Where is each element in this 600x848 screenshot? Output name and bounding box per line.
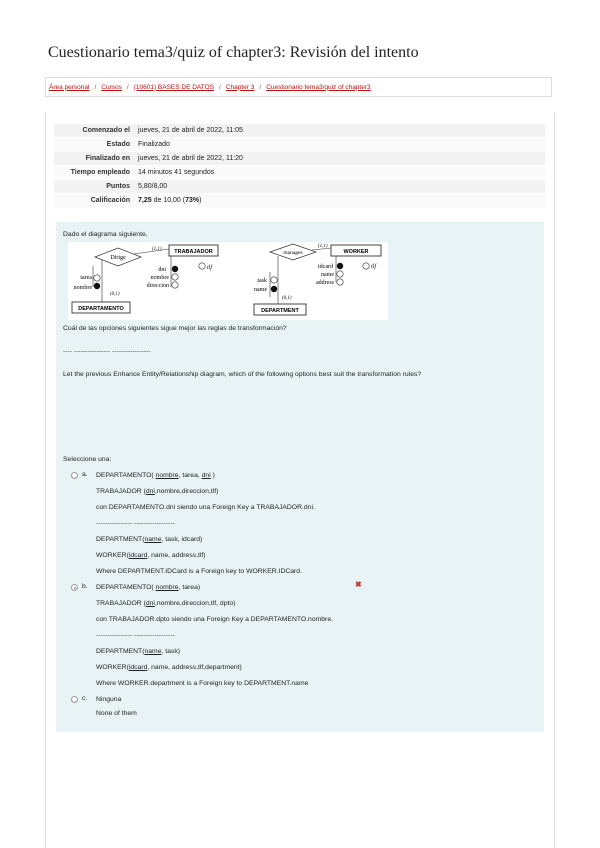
cardinality-label: (0,1) [282,296,292,301]
attribute-label: tlf [371,264,377,270]
attribute-circle [337,271,343,277]
question-box [56,222,544,732]
summary-row [54,152,545,166]
breadcrumb-separator: / [126,83,129,91]
summary-label: Calificación [54,194,134,208]
entity-label: WORKER [343,249,369,255]
relationship-label: manages [283,250,303,256]
option-b-line: DEPARTMENT(name, task) [96,648,180,655]
cardinality-label: (0,1) [110,292,120,297]
option-b-line: TRABAJADOR (dni,nombre,direccion,tlf, dpto) [96,600,236,607]
key-attribute-dot [337,263,343,269]
breadcrumb [45,77,552,97]
option-a-line: DEPARTMENT(name, task, idcard) [96,536,203,543]
attribute-label: tarea [80,275,92,281]
option-a-line: WORKER(idcard, name, address,tlf) [96,552,206,559]
summary-value: 14 minutos 41 segundos [134,166,545,180]
option-a-line: Where DEPARTMENT.IDCard is a Foreign key to WORKER.IDCard. [96,568,302,575]
breadcrumb-chapter-link[interactable]: Chapter 3 [225,83,255,91]
cardinality-label: (1,1) [318,244,328,249]
er-diagram-image [68,242,388,320]
option-a-line[interactable]: DEPARTAMENTO( nombre, tarea, dni ) [96,472,215,479]
cardinality-label: (1,1) [152,247,162,252]
breadcrumb-separator: / [94,83,97,91]
attribute-circle [172,282,178,288]
summary-value: jueves, 21 de abril de 2022, 11:05 [134,124,545,138]
option-c-letter: c. [82,695,88,702]
attribute-label: address [316,280,334,286]
summary-row [54,194,545,208]
attribute-label: direccion [146,283,169,289]
attribute-circle [172,274,178,280]
attribute-circle [363,263,369,269]
grade-close: ) [199,197,202,204]
option-a-letter: a. [82,471,88,478]
question-prompt-es: Cuál de las opciones siguientes sigue mejor las reglas de transformación? [63,325,287,332]
option-c-radio[interactable] [71,696,78,703]
option-b-divider: ---------------- ------------------ [96,632,175,639]
option-b-line[interactable]: DEPARTAMENTO( nombre, tarea) [96,584,201,591]
option-b-radio[interactable] [71,584,78,591]
option-b-line: Where WORKER.department is a Foreign key to DEPARTMENT.name [96,680,309,687]
option-c-line[interactable]: Ninguna [96,696,122,703]
select-one-label: Seleccione una: [63,456,112,463]
entity-label: TRABAJADOR [174,249,213,255]
breadcrumb-separator: / [259,83,262,91]
question-prompt-en: Let the previous Enhance Entity/Relationship diagram, which of the following options best suit the transformation rules? [63,371,422,378]
relationship-label: Dirige [110,255,126,261]
attempt-summary-table [54,123,545,207]
page-title: Cuestionario tema3/quiz of chapter3: Revisión del intento [48,44,419,61]
breadcrumb-quiz-link[interactable]: Cuestionario tema3/quiz of chapter3 [266,83,371,91]
summary-label: Puntos [54,180,134,194]
key-attribute-dot [271,286,277,292]
breadcrumb-home-link[interactable]: Área personal [49,83,90,91]
summary-value [134,194,545,208]
summary-row [54,166,545,180]
summary-label: Estado [54,138,134,152]
summary-label: Tiempo empleado [54,166,134,180]
summary-value: jueves, 21 de abril de 2022, 11:20 [134,152,545,166]
option-a-divider: ---------------- ------------------ [96,520,175,527]
option-b-line: con TRABAJADOR.dpto siendo una Foreign Key a DEPARTAMENTO.nombre. [96,616,333,623]
summary-label: Finalizado en [54,152,134,166]
summary-row [54,180,545,194]
grade-percent: 73% [185,197,200,204]
attribute-label: dni [158,267,166,273]
key-attribute-dot [94,283,100,289]
breadcrumb-separator: / [219,83,221,91]
option-a-radio[interactable] [71,472,78,479]
option-c-line: None of them [96,710,137,717]
key-attribute-dot [172,266,178,272]
grade-total: de 10,00 ( [151,197,186,204]
attribute-label: tlf [207,265,213,271]
question-divider: ---- ---------------- ----------------- [63,348,151,355]
summary-label: Comenzado el [54,124,134,138]
summary-value: 5,80/8,00 [134,180,545,194]
breadcrumb-courses-link[interactable]: Cursos [101,83,122,91]
attribute-label: name [321,272,334,278]
breadcrumb-course-link[interactable]: (10601) BASES DE DATOS [133,83,215,91]
attribute-label: task [257,278,267,284]
attribute-label: nombre [73,285,92,291]
entity-label: DEPARTAMENTO [78,306,124,312]
option-a-line: TRABAJADOR (dni,nombre,direccion,tlf) [96,488,219,495]
entity-label: DEPARTMENT [261,308,299,314]
question-intro: Dado el diagrama siguiente, [63,231,148,238]
summary-value: Finalizado [134,138,545,152]
attribute-label: nombre [150,275,169,281]
attribute-circle [337,279,343,285]
summary-row [54,124,545,138]
option-a-line: con DEPARTAMENTO.dni siendo una Foreign Key a TRABAJADOR.dni. [96,504,315,511]
grade-value: 7,25 [138,197,152,204]
attribute-circle [271,277,277,283]
attribute-circle [94,275,100,281]
summary-row [54,138,545,152]
attribute-label: name [254,287,267,293]
incorrect-icon: ✖ [355,580,362,589]
attribute-label: idcard [318,264,333,270]
option-b-line: WORKER(idcard, name, address,tlf,department) [96,664,242,671]
option-b-letter: b. [82,583,88,590]
attribute-circle [199,263,205,269]
